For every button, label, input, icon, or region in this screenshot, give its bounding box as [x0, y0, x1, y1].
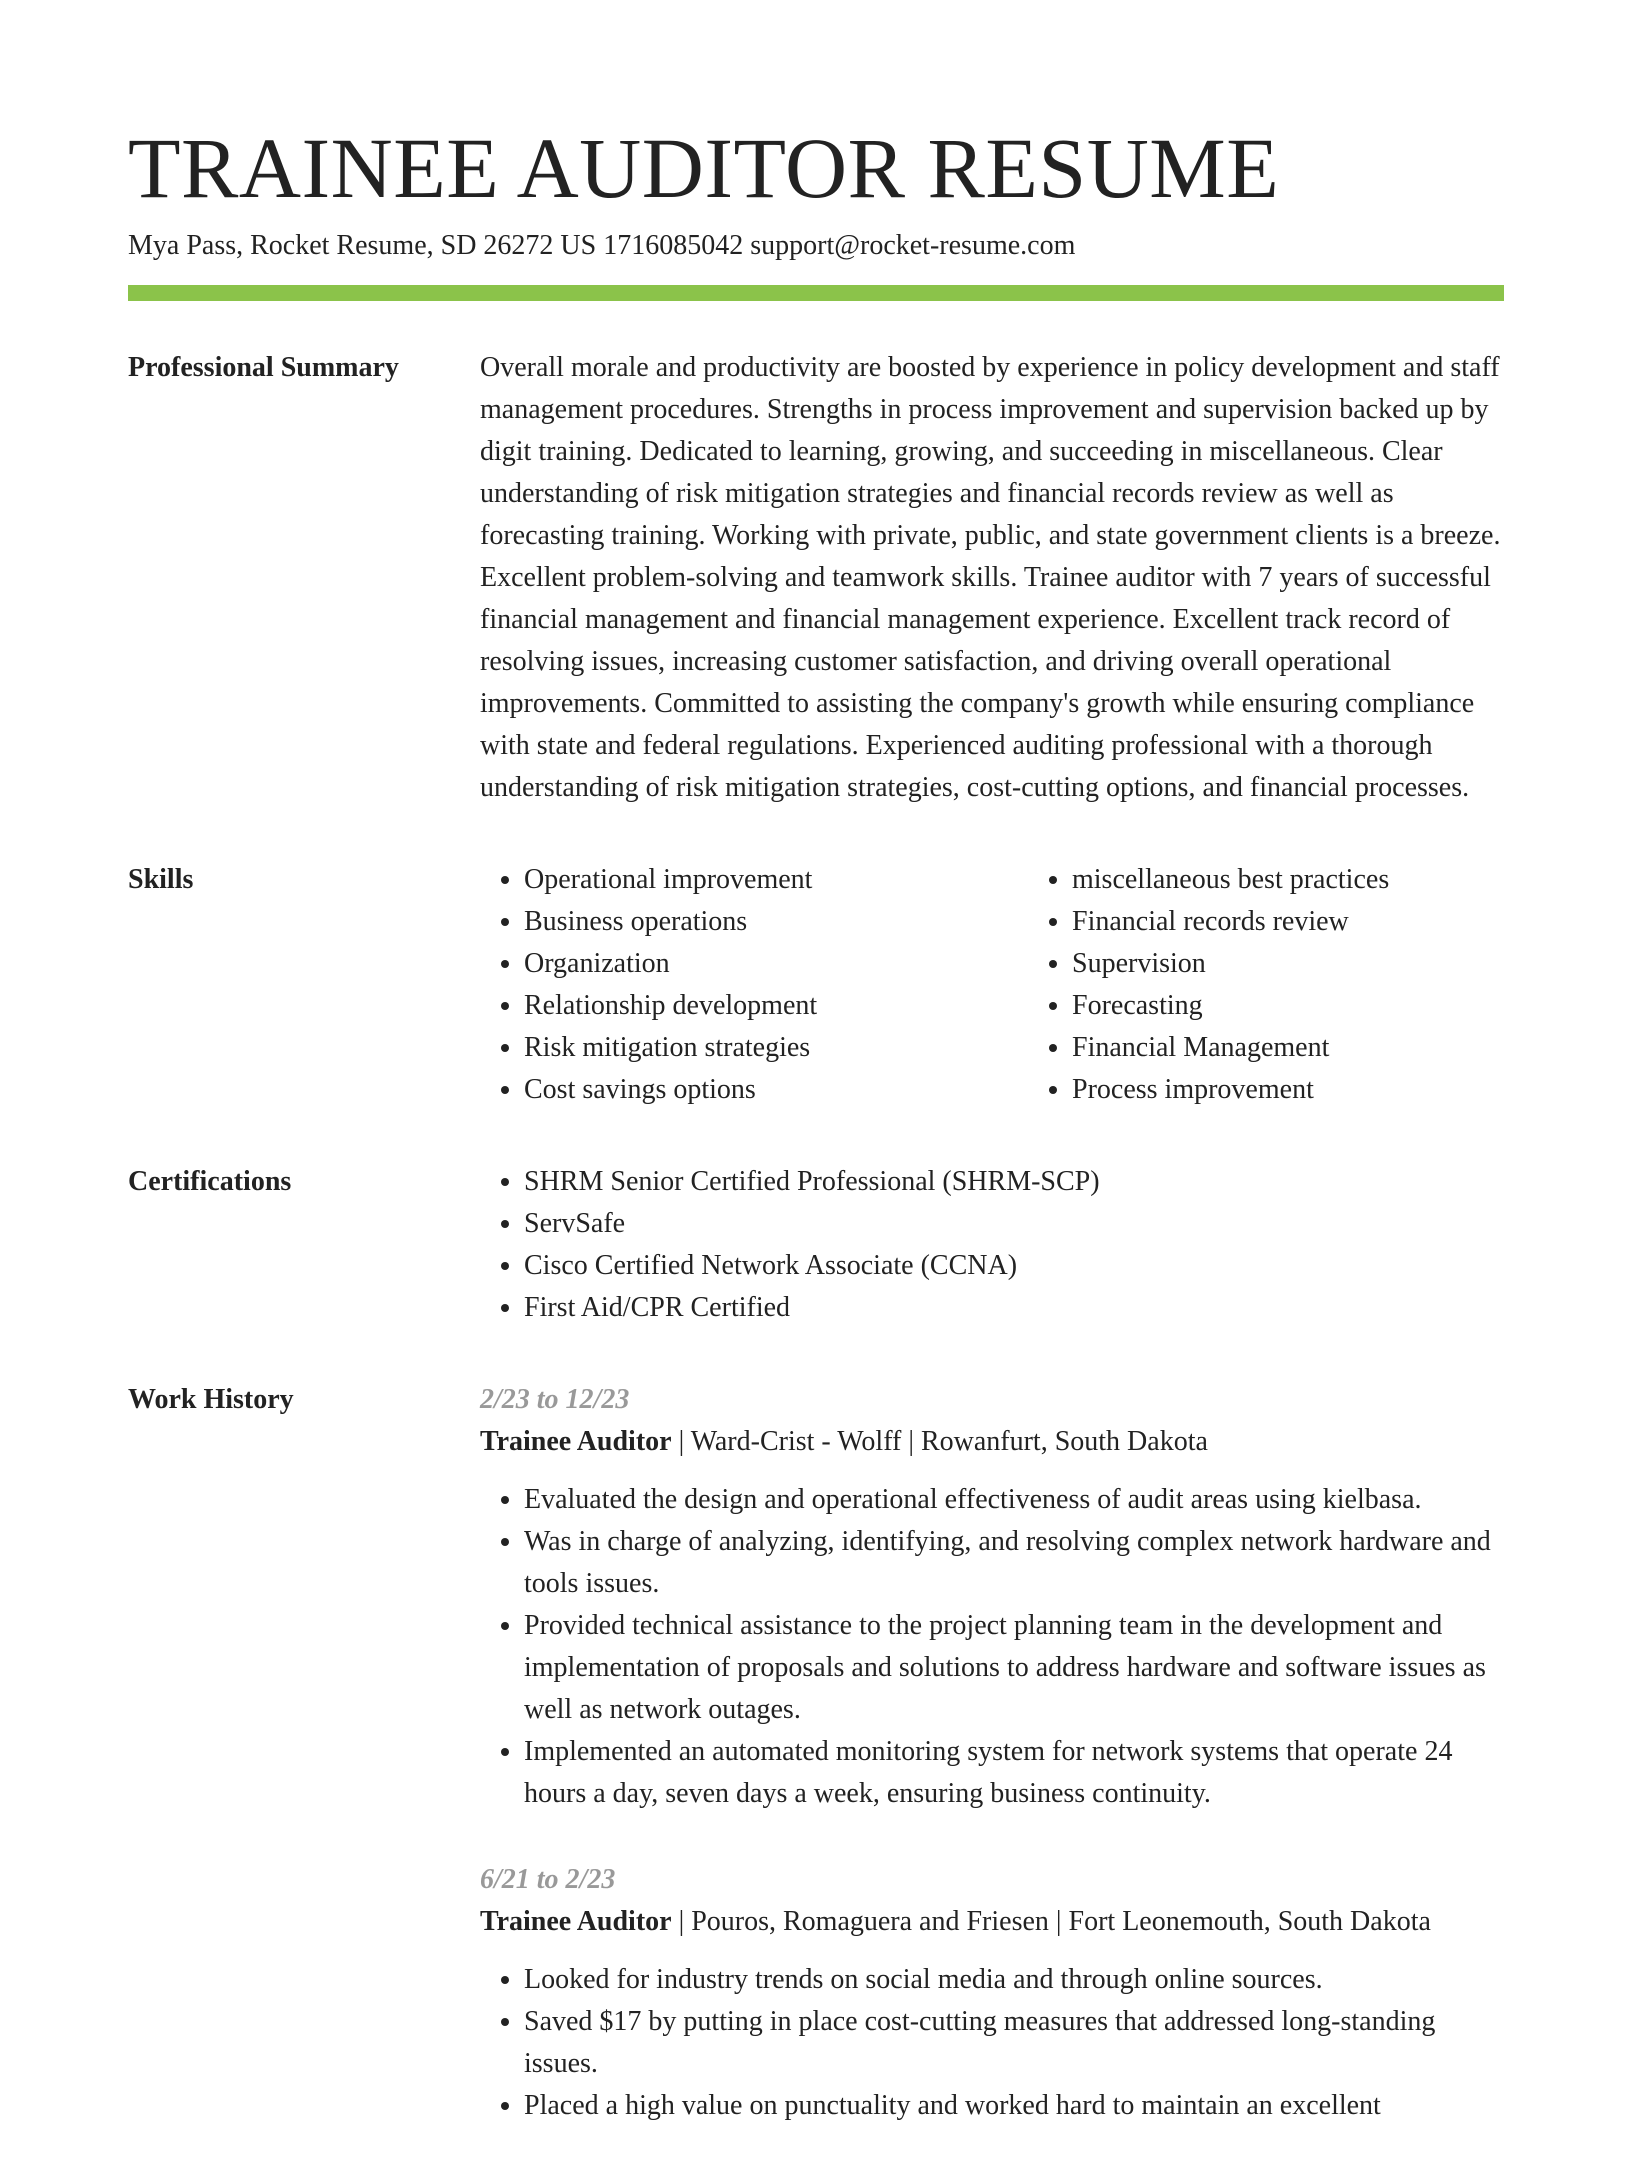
- job-title: Trainee Auditor: [480, 1906, 672, 1937]
- job-entry: [480, 1859, 1504, 2127]
- section-body: [480, 347, 1504, 809]
- job-employer: | Ward-Crist - Wolff | Rowanfurt, South Dakota: [671, 1426, 1208, 1457]
- job-entry: [480, 1379, 1504, 1815]
- skill-item: • Business operations: [524, 901, 984, 943]
- contact-line: Mya Pass, Rocket Resume, SD 26272 US 1716085042 support@rocket-resume.com: [128, 230, 1076, 261]
- skill-item: • Process improvement: [1072, 1069, 1504, 1111]
- skill-item: • Relationship development: [524, 985, 984, 1027]
- certifications-section: [128, 1161, 1504, 1329]
- certifications-list: [480, 1161, 1504, 1329]
- section-label: Skills: [128, 864, 194, 895]
- job-bullet: • Placed a high value on punctuality and worked hard to maintain an excellent: [524, 2085, 1504, 2127]
- summary-section: [128, 347, 1504, 809]
- certification-item: • Cisco Certified Network Associate (CCNA): [524, 1245, 1504, 1287]
- job-title-line: [480, 1421, 1504, 1463]
- job-bullet: • Provided technical assistance to the project planning team in the development and implementation of proposals and solutions to address hardware and software issues as well as network outages.: [524, 1605, 1504, 1731]
- section-label: Work History: [128, 1384, 294, 1415]
- skill-item: • Financial records review: [1072, 901, 1504, 943]
- job-bullet: • Evaluated the design and operational effectiveness of audit areas using kielbasa.: [524, 1479, 1504, 1521]
- section-label: Professional Summary: [128, 352, 399, 383]
- certification-item: • SHRM Senior Certified Professional (SHRM-SCP): [524, 1161, 1504, 1203]
- resume-title: TRAINEE AUDITOR RESUME: [128, 120, 1280, 216]
- skill-item: • miscellaneous best practices: [1072, 859, 1504, 901]
- accent-divider: [128, 285, 1504, 301]
- job-employer: | Pouros, Romaguera and Friesen | Fort Leonemouth, South Dakota: [671, 1906, 1431, 1937]
- skill-item: • Operational improvement: [524, 859, 984, 901]
- section-body: [480, 1379, 1504, 2171]
- job-bullet: • Looked for industry trends on social media and through online sources.: [524, 1959, 1504, 2001]
- certification-item: • First Aid/CPR Certified: [524, 1287, 1504, 1329]
- job-title: Trainee Auditor: [480, 1426, 672, 1457]
- section-label: Certifications: [128, 1166, 292, 1197]
- skill-item: • Cost savings options: [524, 1069, 984, 1111]
- job-dates: 6/21 to 2/23: [480, 1864, 616, 1895]
- certification-item: • ServSafe: [524, 1203, 1504, 1245]
- job-bullets: [480, 1479, 1504, 1815]
- work-history-section: [128, 1379, 1504, 2171]
- job-bullet: • Was in charge of analyzing, identifying, and resolving complex network hardware and tools issues.: [524, 1521, 1504, 1605]
- job-bullet: • Saved $17 by putting in place cost-cutting measures that addressed long-standing issues.: [524, 2001, 1504, 2085]
- skills-list-right: [1028, 859, 1504, 1111]
- job-bullets: [480, 1959, 1504, 2127]
- skill-item: • Supervision: [1072, 943, 1504, 985]
- skill-item: • Risk mitigation strategies: [524, 1027, 984, 1069]
- section-body: [480, 1161, 1504, 1329]
- skills-list-left: [480, 859, 984, 1111]
- summary-text: Overall morale and productivity are boosted by experience in policy development and staff management procedures. Strengths in process improvement and supervision backed up by digit training. Dedicated to learning, growing, and succeeding in miscellaneous. Clear understanding of risk mitigation strategies and financial records review as well as forecasting training. Working with private, public, and state government clients is a breeze. Excellent problem-solving and teamwork skills. Trainee auditor with 7 years of successful financial management and financial management experience. Excellent track record of resolving issues, increasing customer satisfaction, and driving overall operational improvements. Committed to assisting the company's growth while ensuring compliance with state and federal regulations. Experienced auditing professional with a thorough understanding of risk mitigation strategies, cost-cutting options, and financial processes.: [480, 352, 1501, 803]
- skills-grid: [480, 859, 1504, 1111]
- job-bullet: • Implemented an automated monitoring system for network systems that operate 24 hours a day, seven days a week, ensuring business continuity.: [524, 1731, 1504, 1815]
- skills-section: [128, 859, 1504, 1111]
- job-dates: 2/23 to 12/23: [480, 1384, 630, 1415]
- resume-page: [128, 0, 1504, 2171]
- job-title-line: [480, 1901, 1504, 1943]
- skill-item: • Financial Management: [1072, 1027, 1504, 1069]
- skill-item: • Organization: [524, 943, 984, 985]
- skill-item: • Forecasting: [1072, 985, 1504, 1027]
